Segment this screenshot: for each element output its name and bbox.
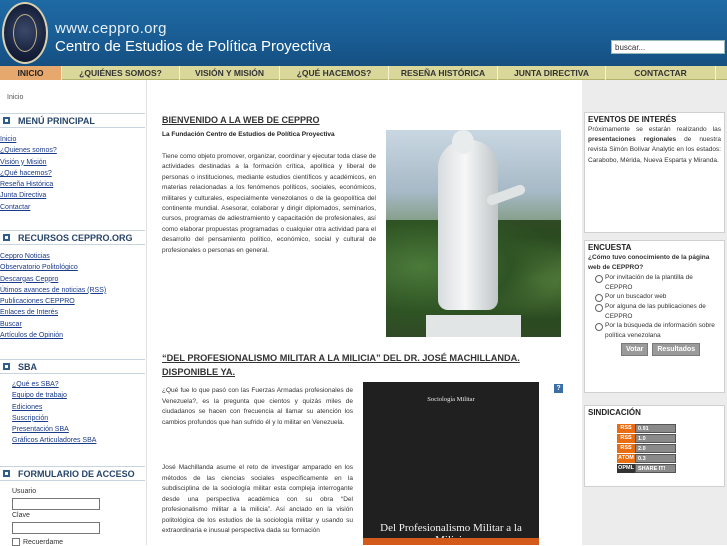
recursos-item[interactable]: Artículos de Opinión: [0, 332, 64, 340]
username-field[interactable]: [12, 498, 100, 510]
help-icon[interactable]: ?: [554, 384, 563, 393]
nav-junta-directiva[interactable]: JUNTA DIRECTIVA: [498, 66, 606, 80]
breadcrumb[interactable]: Inicio: [7, 94, 24, 101]
sba-item[interactable]: Suscripción: [12, 414, 49, 422]
module-bullet-icon: [3, 470, 10, 477]
poll-radio[interactable]: [595, 294, 603, 302]
recursos-item[interactable]: Útimos avances de noticias (RSS): [0, 286, 107, 294]
sba-item[interactable]: Gráficos Articuladores SBA: [12, 437, 97, 445]
menu-item-inicio[interactable]: Inicio: [0, 136, 17, 143]
poll-buttons: [585, 340, 724, 360]
recursos-item[interactable]: Ceppro Noticias: [0, 253, 50, 260]
poll-option[interactable]: Por la búsqueda de información sobre política venezolana: [585, 321, 724, 340]
site-name: Centro de Estudios de Política Proyectiva: [55, 38, 331, 55]
main-nav: [0, 66, 727, 80]
feed-rss-091[interactable]: RSS 0.91: [617, 424, 676, 433]
syndication-title: SINDICACIÓN: [588, 408, 641, 417]
sba-item[interactable]: Presentación SBA: [12, 426, 69, 434]
site-header: [0, 0, 727, 66]
password-field[interactable]: [12, 522, 100, 534]
intro-text: Tiene como objeto promover, organizar, coordinar y ejecutar toda clase de actividades destinadas a la formación crítica, apolítica y liberal de personas o instituciones, mediante estudios científicos y académicos, en materias relacionadas a los fenómenos políticos, sociales, económicos, militares y culturales, especialmente venezolanos o de la geopolítica del continente mundial. Asesorar, colaborar y dirigir diplomados, seminarios, cursos, programas de adiestramiento y capacitación de profesionales, así como elaborar propuestas programadas o cualquier otra actividad para el desarrollo del pensamiento político, económico, social y cultural de profesionales o personas en general.: [162, 153, 376, 254]
nav-vision-mision[interactable]: VISIÓN Y MISIÓN: [180, 66, 280, 80]
menu-item-contactar[interactable]: Contactar: [0, 203, 31, 211]
book-series: Sociología Militar: [427, 396, 475, 403]
events-title: EVENTOS DE INTERÉS: [588, 115, 677, 124]
recursos-list: [0, 251, 146, 341]
username-label: Usuario: [12, 488, 37, 495]
book-cover: [363, 382, 539, 545]
recursos-title: RECURSOS CEPPRO.ORG: [0, 230, 145, 245]
statue-body: [438, 140, 498, 310]
nav-contactar[interactable]: CONTACTAR: [606, 66, 716, 80]
intro-title: La Fundación Centro de Estudios de Política Proyectiva: [162, 131, 335, 138]
menu-principal-title: MENÚ PRINCIPAL: [0, 113, 145, 128]
ceppro-logo[interactable]: [2, 2, 48, 64]
site-url: www.ceppro.org: [55, 20, 167, 37]
recursos-item[interactable]: Descargas Ceppro: [0, 275, 59, 283]
statue-head: [452, 130, 474, 154]
poll-title: ENCUESTA: [588, 243, 632, 252]
nav-que-hacemos[interactable]: ¿QUÉ HACEMOS?: [280, 66, 389, 80]
poll-option[interactable]: Por alguna de las publicaciones de CEPPRO: [585, 302, 724, 321]
module-bullet-icon: [3, 234, 10, 241]
sba-item[interactable]: Equipo de trabajo: [12, 392, 67, 400]
statue-photo: [386, 130, 561, 337]
book-title: Del Profesionalismo Militar a la: [380, 522, 522, 534]
menu-item-junta-directiva[interactable]: Junta Directiva: [0, 192, 47, 200]
menu-item-vision-mision[interactable]: Visión y Misión: [0, 158, 47, 166]
events-box: [584, 112, 725, 233]
vote-button[interactable]: Votar: [621, 343, 648, 356]
recursos-item[interactable]: Enlaces de Interés: [0, 309, 58, 317]
feed-rss-20[interactable]: RSS 2.0: [617, 444, 676, 453]
remember-label: Recuerdame: [23, 538, 64, 546]
feed-rss-10[interactable]: RSS 1.0: [617, 434, 676, 443]
article-paragraph-2: José Machillanda asume el reto de investigar amparado en los métodos de las ciencias sociales específicamente en la subdisciplina de la sociología militar esta compleja interrogante desde una perspectiva académica con su obra “Del profesionalismo militar a la milicia”. Así anclado en la visión politológica de los estudios de la sociología militar y usando su extraordinaria e inusual perspectiva dada su formación: [162, 464, 353, 534]
poll-radio[interactable]: [595, 275, 603, 283]
logo-emblem: [13, 14, 37, 52]
module-bullet-icon: [3, 117, 10, 124]
syndication-box: [584, 405, 725, 487]
article-paragraph-1: ¿Qué fue lo que pasó con las Fuerzas Armadas profesionales de Venezuela?, es la pregunta que cientos y quizás miles de ciudadanos se hacen con frecuencia al llamar su atención los cambios profundos que han sufrido él y lo militar en Venezuela.: [162, 387, 353, 426]
search-input[interactable]: buscar...: [611, 40, 725, 54]
welcome-heading[interactable]: BIENVENIDO A LA WEB DE CEPPRO: [162, 115, 320, 125]
recursos-item[interactable]: Observatorio Politológico: [0, 264, 78, 272]
results-button[interactable]: Resultados: [652, 343, 700, 356]
recursos-item[interactable]: Buscar: [0, 320, 22, 328]
module-bullet-icon: [3, 363, 10, 370]
nav-inicio[interactable]: INICIO: [0, 66, 62, 80]
feed-atom-03[interactable]: ATOM 0.3: [617, 454, 676, 463]
poll-box: [584, 240, 725, 393]
article-title[interactable]: “DEL PROFESIONALISMO MILITAR A LA MILICIA” DEL DR. JOSÉ MACHILLANDA. DISPONIBLE YA.: [162, 353, 520, 377]
recursos-item[interactable]: Publicaciones CEPPRO: [0, 298, 75, 306]
sba-list: [12, 379, 158, 447]
menu-item-resena-historica[interactable]: Reseña Histórica: [0, 181, 54, 189]
feed-opml[interactable]: OPML SHARE IT!: [617, 464, 676, 473]
sba-title: SBA: [0, 359, 145, 374]
poll-option[interactable]: Por invitación de la plantilla de CEPPRO: [585, 273, 724, 292]
menu-item-quienes-somos[interactable]: ¿Quienes somos?: [0, 147, 57, 155]
login-title: FORMULARIO DE ACCESO: [0, 466, 145, 481]
sba-item[interactable]: Ediciones: [12, 403, 43, 411]
menu-principal-list: [0, 134, 146, 213]
password-label: Clave: [12, 512, 30, 519]
book-band: [363, 538, 539, 545]
poll-radio[interactable]: [595, 323, 603, 331]
poll-question: ¿Cómo tuvo conocimiento de la página web de CEPPRO?: [588, 254, 710, 271]
events-text: Próximamente se estarán realizando las presentaciones regionales de nuestra revista Simón Bolívar Analytic en los estados: Carabobo, Mérida, Nueva Esparta y Miranda.: [588, 126, 721, 164]
sba-item[interactable]: ¿Qué es SBA?: [12, 381, 59, 388]
poll-radio[interactable]: [595, 304, 603, 312]
poll-option[interactable]: Por un buscador web: [585, 292, 724, 302]
nav-resena-historica[interactable]: RESEÑA HISTÓRICA: [389, 66, 498, 80]
menu-item-que-hacemos[interactable]: ¿Qué hacemos?: [0, 169, 52, 177]
nav-quienes-somos[interactable]: ¿QUIÉNES SOMOS?: [62, 66, 180, 80]
statue-base: [426, 315, 521, 337]
